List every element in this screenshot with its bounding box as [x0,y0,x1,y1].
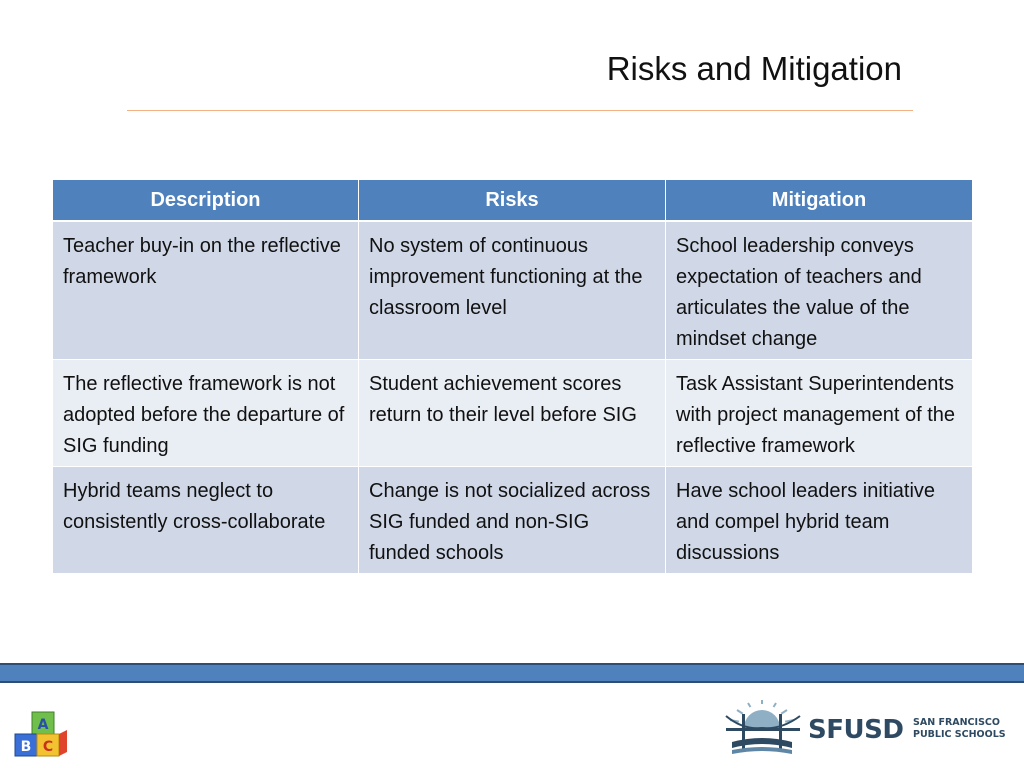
sfusd-wordmark: SFUSD [808,715,904,745]
mitigation-cell: Task Assistant Superintendents with project management of the reflective framework [666,360,973,467]
mitigation-cell: Have school leaders initiative and compel hybrid team discussions [666,467,973,574]
risk-cell: Student achievement scores return to their level before SIG [359,360,666,467]
description-cell: Hybrid teams neglect to consistently cross-collaborate [53,467,359,574]
sfusd-subtext-line1: SAN FRANCISCO [913,717,1000,728]
risk-mitigation-table [52,179,973,574]
sfusd-subtext-line2: PUBLIC SCHOOLS [913,729,1006,740]
table-header-row [53,180,973,222]
description-cell: Teacher buy-in on the reflective framework [53,221,359,360]
risk-cell: No system of continuous improvement functioning at the classroom level [359,221,666,360]
footer-band [0,663,1024,683]
block-letter-c: C [42,739,54,755]
block-letter-b: B [20,739,32,755]
header-mitigation: Mitigation [666,180,973,222]
risk-cell: Change is not socialized across SIG funded and non-SIG funded schools [359,467,666,574]
table-row [53,221,973,360]
sfusd-subtext [913,717,1013,741]
abc-blocks-icon [12,710,72,760]
block-letter-a: A [37,717,49,733]
mitigation-cell: School leadership conveys expectation of teachers and articulates the value of the mindset change [666,221,973,360]
table-row [53,360,973,467]
description-cell: The reflective framework is not adopted before the departure of SIG funding [53,360,359,467]
header-description: Description [53,180,359,222]
table-row [53,467,973,574]
header-risks: Risks [359,180,666,222]
slide-title: Risks and Mitigation [606,50,902,87]
bridge-sun-icon [726,700,800,754]
title-divider [127,110,913,111]
